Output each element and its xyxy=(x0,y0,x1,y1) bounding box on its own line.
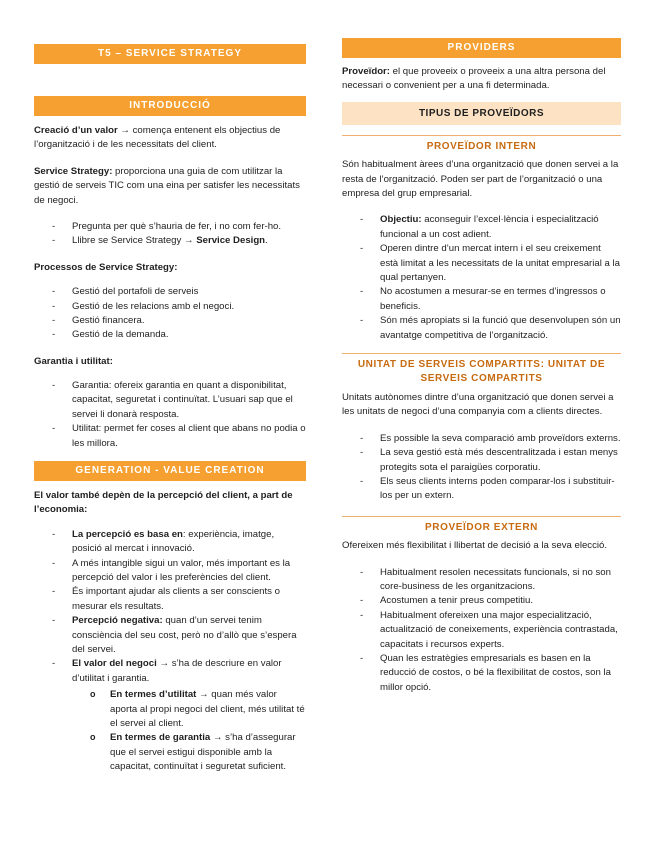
percepcio-negativa-text: quan d’un servei tenim consciència del seu cost, però no d’allò que s’espera del servei. xyxy=(72,615,297,655)
list-item: - Habitualment ofereixen una major especialització, actualització de coneixements, experiència contrastada, capacitats i recursos experts. xyxy=(342,609,621,652)
compartits-desc: Unitats autònomes dintre d’una organització que donen servei a les unitats de negoci d’una companyia com a clients directes. xyxy=(342,391,614,418)
left-column xyxy=(34,0,306,774)
right-column xyxy=(342,0,621,695)
objectiu-bold: Objectiu: xyxy=(380,214,422,226)
ss-text: proporciona una guia de com utilitzar la gestió de serveis TIC com una eina per satisfer les necessitats de negoci. xyxy=(34,165,300,206)
garantia-list xyxy=(34,379,306,451)
proveidor-text: el que proveeix o proveeix a una altra persona del necessari o convenient per a una fi determinada. xyxy=(342,66,606,92)
list-item: - És important ajudar als clients a ser conscients o mesurar els resultats. xyxy=(34,585,306,614)
list-item xyxy=(72,731,306,774)
objectiu-text: aconseguir l’excel·lència i especialització funcional a un cost adient. xyxy=(380,214,599,240)
valor-list xyxy=(34,528,306,775)
utilitat-text: → quan més valor aporta al propi negoci del client, més utilitat té el servei al client. xyxy=(110,689,305,729)
ss-list xyxy=(34,220,306,249)
proveidor-paragraph xyxy=(342,65,621,94)
compartits-heading: UNITAT DE SERVEIS COMPARTITS: UNITAT DE SERVEIS COMPARTITS xyxy=(342,353,621,387)
valor-heading: El valor també depèn de la percepció del client, a part de l’economia: xyxy=(34,490,293,516)
extern-desc: Ofereixen més flexibilitat i llibertat de decisió a la seva elecció. xyxy=(342,540,608,552)
list-item: - Gestió de la demanda. xyxy=(34,328,306,342)
service-design-bold: Service Design xyxy=(196,235,266,247)
intro-bar: INTRODUCCIÓ xyxy=(34,96,306,116)
ss-list-end: . xyxy=(265,235,268,247)
extern-list xyxy=(342,566,621,696)
utilitat-bold: En termes d’utilitat xyxy=(110,689,197,701)
creacio-text: → comença entenent els objectius de l’organització i de les necessitats del client. xyxy=(34,125,281,151)
compartits-list xyxy=(342,432,621,504)
ss-bold: Service Strategy: xyxy=(34,165,113,177)
list-item xyxy=(34,234,306,248)
list-item: - Garantia: ofereix garantia en quant a disponibilitat, capacitat, seguretat i continuïtat. L’usuari sap que el servei li donarà resposta. xyxy=(34,379,306,422)
list-item xyxy=(34,528,306,557)
extern-heading: PROVEÏDOR EXTERN xyxy=(342,516,621,536)
intern-desc: Són habitualment àrees d’una organització que donen servei a la resta de l’organització. Poden ser part de l’organització o una empresa del grup empresarial. xyxy=(342,159,619,200)
processos-list xyxy=(34,285,306,343)
list-item: - A més intangible sigui un valor, més important es la percepció del valor i les preferències del client. xyxy=(34,557,306,586)
creacio-bold: Creació d’un valor xyxy=(34,125,118,136)
list-item: - Gestió financera. xyxy=(34,314,306,328)
list-item: - Acostumen a tenir preus competitiu. xyxy=(342,594,621,608)
percepcio-negativa-bold: Percepció negativa: xyxy=(72,615,163,627)
list-item: - Són més apropiats si la funció que desenvolupen són un avantatge competitiva de l’organització. xyxy=(342,314,621,343)
list-item xyxy=(34,614,306,657)
list-item: - Pregunta per què s’hauria de fer, i no com fer-ho. xyxy=(34,220,306,234)
list-item: - Habitualment resolen necessitats funcionals, si no son core-business de les organitzacions. xyxy=(342,566,621,595)
percepcio-bold: La percepció es basa en xyxy=(72,528,183,540)
garantia-heading: Garantia i utilitat: xyxy=(34,355,113,367)
title-bar: T5 – SERVICE STRATEGY xyxy=(34,44,306,64)
creacio-paragraph xyxy=(34,124,306,153)
list-item xyxy=(34,657,306,774)
intern-list xyxy=(342,213,621,343)
processos-heading: Processos de Service Strategy: xyxy=(34,261,178,273)
list-item: - Gestió del portafoli de serveis xyxy=(34,285,306,299)
percepcio-text: : experiència, imatge, posició al mercat i innovació. xyxy=(72,528,275,555)
valor-negoci-bold: El valor del negoci xyxy=(72,658,157,670)
providers-bar: PROVIDERS xyxy=(342,38,621,58)
list-item: - Gestió de les relacions amb el negoci. xyxy=(34,300,306,314)
generation-bar: GENERATION - VALUE CREATION xyxy=(34,461,306,481)
ss-list-text: Llibre se Service Strategy → xyxy=(72,235,197,247)
proveidor-bold: Proveïdor: xyxy=(342,66,390,77)
list-item: - Els seus clients interns poden comparar-los i substituir-los per un extern. xyxy=(342,475,621,504)
list-item xyxy=(72,688,306,731)
intern-heading: PROVEÏDOR INTERN xyxy=(342,135,621,155)
garantia-text: → s’ha d’assegurar que el servei estigui disponible amb la capacitat, continuïtat i seguretat suficient. xyxy=(110,732,296,773)
list-item: - La seva gestió està més descentralitzada i estan menys protegits sota el paraigües corporatiu. xyxy=(342,446,621,475)
tipus-bar: TIPUS DE PROVEÏDORS xyxy=(342,102,621,125)
garantia-bold: En termes de garantia xyxy=(110,732,211,744)
service-strategy-paragraph xyxy=(34,165,306,208)
valor-sublist xyxy=(34,688,306,774)
list-item xyxy=(342,213,621,242)
list-item: - Quan les estratègies empresarials es basen en la reducció de costos, o bé la flexibilitat de costos, son la millor opció. xyxy=(342,652,621,695)
list-item: - No acostumen a mesurar-se en termes d’ingressos o beneficis. xyxy=(342,285,621,314)
valor-negoci-text: → s’ha de descriure en valor d’utilitat i garantia. xyxy=(72,658,282,684)
list-item: - Operen dintre d’un mercat intern i el seu creixement està limitat a les necessitats de la unitat empresarial a la qual pertanyen. xyxy=(342,242,621,285)
list-item: - Es possible la seva comparació amb proveïdors externs. xyxy=(342,432,621,446)
list-item: - Utilitat: permet fer coses al client que abans no podia o les millora. xyxy=(34,422,306,451)
